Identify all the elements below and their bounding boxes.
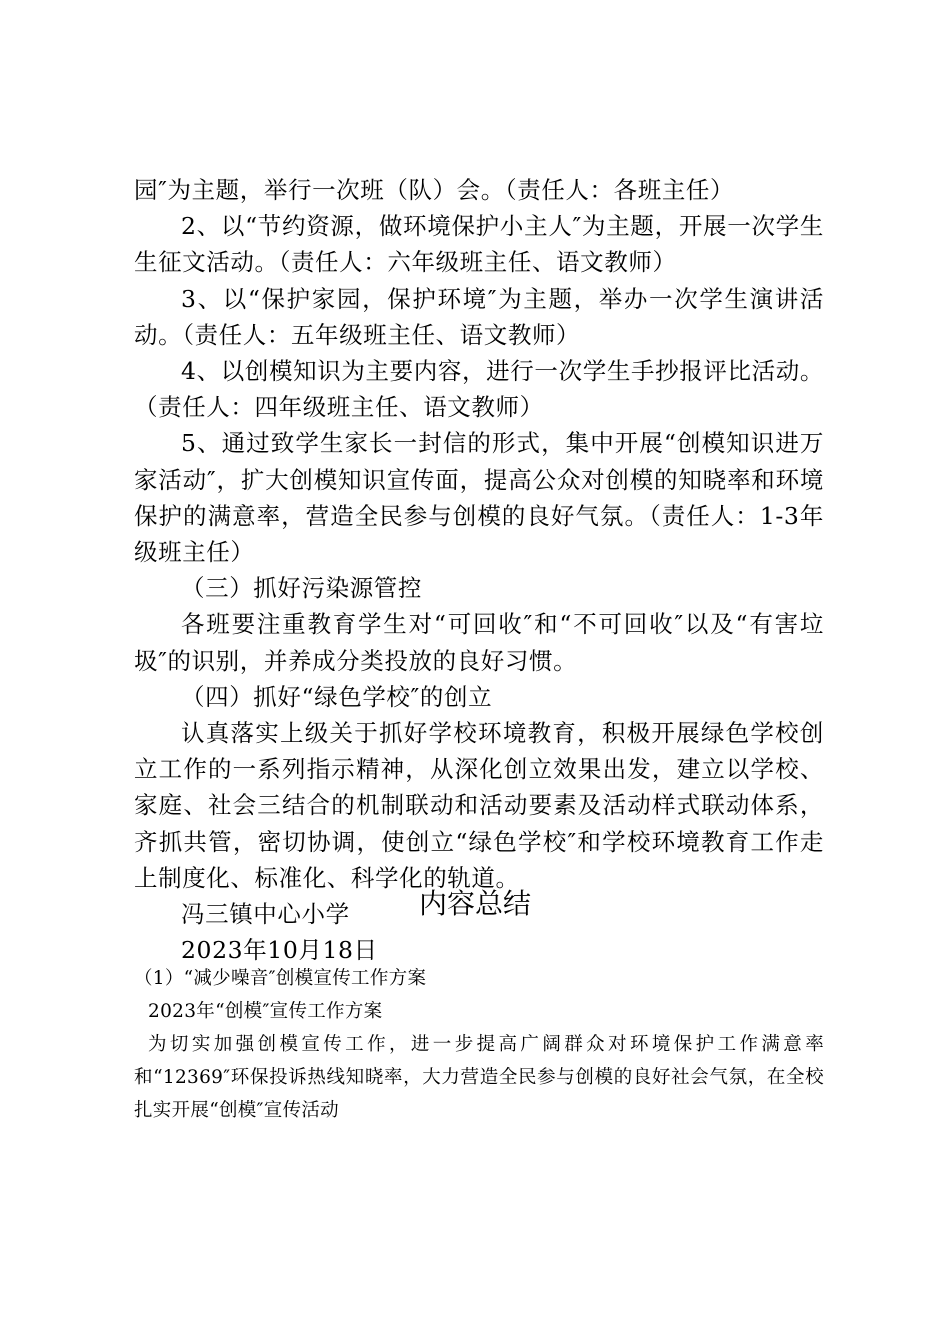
summary-line-2: 2023年“创模″宣传工作方案 xyxy=(148,1001,383,1022)
paragraph-continuation: 园″为主题，举行一次班（队）会。（责任人：各班主任） xyxy=(134,176,735,204)
signature-school: 冯三镇中心小学 xyxy=(181,900,350,929)
document-body xyxy=(134,172,824,968)
summary-title: 内容总结 xyxy=(418,887,531,920)
summary-section xyxy=(134,962,824,1127)
paragraph-item-3: 3、以“保护家园，保护环境″为主题，举办一次学生演讲活动。（责任人：五年级班主任、语文教师） xyxy=(134,284,824,349)
signature-date: 2023年10月18日 xyxy=(181,936,378,965)
paragraph-item-4: 4、以创模知识为主要内容，进行一次学生手抄报评比活动。（责任人：四年级班主任、语文教师） xyxy=(134,357,824,422)
summary-line-1: （1）“减少噪音″创模宣传工作方案 xyxy=(134,968,427,989)
section-heading-4: （四）抓好“绿色学校″的创立 xyxy=(181,682,493,711)
section-heading-3: （三）抓好污染源管控 xyxy=(181,574,422,603)
paragraph-pollution-control: 各班要注重教育学生对“可回收″和“不可回收″以及“有害垃圾″的识别，并养成分类投放的良好习惯。 xyxy=(134,610,824,675)
paragraph-green-school: 认真落实上级关于抓好学校环境教育，积极开展绿色学校创立工作的一系列指示精神，从深化创立效果出发，建立以学校、家庭、社会三结合的机制联动和活动要素及活动样式联动体系，齐抓共管，密切协调，使创立“绿色学校″和学校环境教育工作走上制度化、标准化、科学化的轨道。 xyxy=(134,719,824,892)
summary-paragraph: 为切实加强创模宣传工作，进一步提高广阔群众对环境保护工作满意率和“12369″环保投诉热线知晓率，大力营造全民参与创模的良好社会气氛，在全校扎实开展“创模″宣传活动 xyxy=(134,1034,824,1121)
paragraph-item-2: 2、以“节约资源，做环境保护小主人″为主题，开展一次学生生征文活动。（责任人：六年级班主任、语文教师） xyxy=(134,212,824,277)
paragraph-item-5: 5、通过致学生家长一封信的形式，集中开展“创模知识进万家活动″，扩大创模知识宣传面，提高公众对创模的知晓率和环境保护的满意率，营造全民参与创模的良好气氛。（责任人：1-3年级班主任） xyxy=(134,429,824,567)
